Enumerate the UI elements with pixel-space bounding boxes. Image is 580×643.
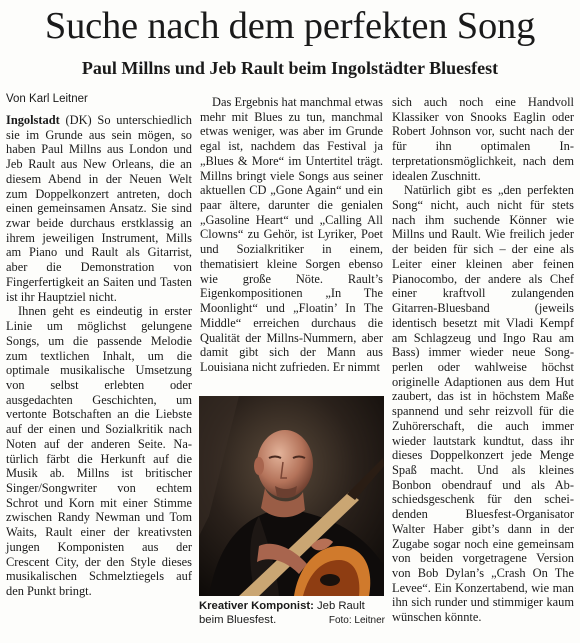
article-column-1 [6, 113, 192, 599]
paragraph-text: (DK) So unterschiedlich sie im Grunde aus sein mögen, so haben Paul Millns aus London und Jeb Rault aus New Orleans, die an diesem Abend in der Neuen Welt zum Doppelkonzert antreten, doch einen gemeinsamen Ansatz. Sie sind zwar beide durchaus erstklassig an ihrem jeweiligen Instrument, Mills am Piano und Rault als Gitarrist, aber die Demonstration von Fingerfertigkeit an Saiten und Tasten ist ihr Hauptziel nicht. [6, 113, 192, 304]
article-paragraph-1 [6, 113, 192, 304]
headline: Suche nach dem perfekten Song [44, 5, 536, 47]
article-column-2 [200, 95, 383, 375]
photo-caption [199, 600, 385, 628]
article-paragraph-3-continued: sich auch noch eine Handvoll Klassiker von Snooks Eaglin oder Robert Johnson vor, sucht nach der für ihn optimalen Interpretationsmöglichkeit, nach dem idealen Zuschnitt. [392, 95, 574, 183]
byline: Von Karl Leitner [6, 93, 88, 105]
dateline: Ingolstadt [6, 113, 60, 127]
guitarist-illustration [199, 396, 384, 596]
concert-photo [199, 396, 384, 596]
article-column-3 [392, 95, 574, 625]
article-paragraph-4: Natürlich gibt es „den perfekten Song“ nicht, auch nicht für stets nach ihm suchende Könner wie Millns und Rault. Wie freilich jeder der beiden für sich – der eine als Leiter einer kleinen aber feinen Pianocombo, der andere als Chef einer kraftvoll zulangenden Gitarren-Bluesband (jeweils identisch besetzt mit Vladi Kempf am Schlagzeug und Ingo Rau am Bass) immer wieder neue Songperlen oder wahlweise höchst originelle Adaptionen aus dem Hut zaubert, das ist in höchstem Maße spannend und sehr reizvoll für die Zuhörerschaft, die auch immer wieder lautstark kundtut, dass ihr dieses Doppelkonzert jede Menge Spaß macht. Und als kleines Bonbon obendrauf und als Abschiedsgeschenk für den scheidenden Bluesfest-Organisator Walter Haber gibt’s dann in der Zugabe sogar noch eine gemeinsam von beiden vorgetragene Version von Bob Dylan’s „Crash On The Levee“. Ein Konzertabend, wie man ihn sich runder und stimmiger kaum wünschen könnte. [392, 183, 574, 625]
subheadline: Paul Millns und Jeb Rault beim Ingolstädter Bluesfest [81, 58, 499, 78]
photo-credit: Foto: Leitner [328, 614, 385, 626]
caption-text: Jeb Rault beim Bluesfest. [199, 600, 365, 626]
article-paragraph-2: Ihnen geht es eindeutig in erster Linie um möglichst gelungene Songs, um die passende Melodie zum textlichen Inhalt, um die optimale musikalische Umsetzung von selbst erlebten oder ausgedachten Geschichten, um vertonte Botschaften an die Liebste auf der einen und Sozialkritik nach Noten auf der anderen Seite. Natürlich färbt die Herkunft auf die Musik ab. Millns ist britischer Singer/Songwriter von echtem Schrot und Korn mit einer Stimme zwischen Randy Newman und Tom Waits, Rault einer der kreativsten jungen Komponisten aus der Crescent City, der den Style dieses musikalischen Schmelztiegels auf den Punkt bringt. [6, 304, 192, 598]
caption-lead: Kreativer Komponist: [199, 600, 314, 612]
article-paragraph-3: Das Ergebnis hat manchmal etwas mehr mit Blues zu tun, manchmal etwas weniger, was aber im Grunde egal ist, nachdem das Festival ja „Blues & More“ im Untertitel trägt. Millns bringt viele Songs aus seiner aktuellen CD „Gone Again“ und ein paar ältere, darunter die genialen „Gasoline Heart“ und „Calling All Clowns“ zu Gehör, ist Lyriker, Poet und Sozialkritiker in einem, thematisiert kleine Sorgen ebenso wie große Nöte. Rault’s Eigenkompositionen „In The Moonlight“ und „Floatin’ In The Middle“ erreichen durchaus die Qualität der Millns-Nummern, aber damit gibt sich der Mann aus Louisiana nicht zufrieden. Er nimmt [200, 95, 383, 374]
